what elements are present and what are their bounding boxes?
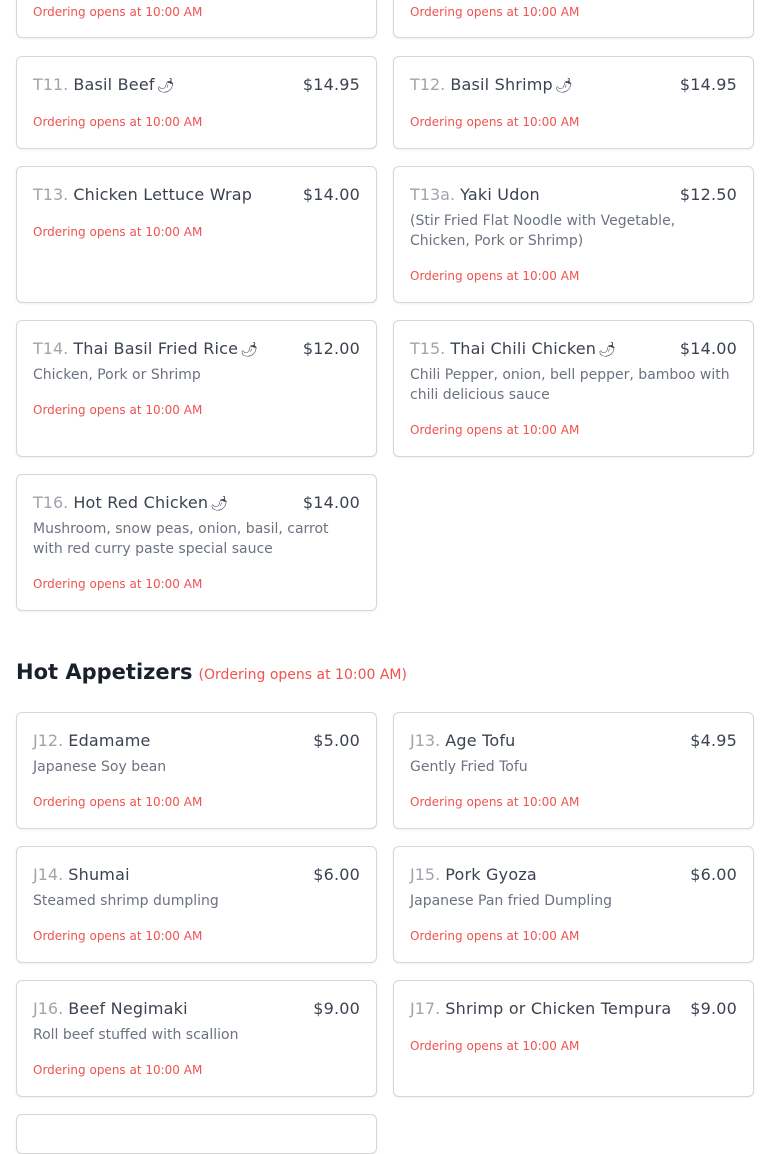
- item-price: $14.00: [679, 339, 737, 358]
- item-code: T13.: [33, 185, 69, 204]
- item-code: J15.: [410, 865, 441, 884]
- menu-item-card[interactable]: [393, 56, 754, 149]
- ordering-opens-note: Ordering opens at 10:00 AM: [410, 929, 580, 943]
- ordering-opens-note: Ordering opens at 10:00 AM: [33, 795, 203, 809]
- chili-pepper-icon: 🌶: [598, 342, 616, 358]
- item-price: $14.95: [679, 75, 737, 94]
- menu-item-card[interactable]: [393, 712, 754, 829]
- item-code: J13.: [410, 731, 441, 750]
- menu-item-header: [33, 185, 360, 205]
- item-description: Gently Fried Tofu: [410, 759, 528, 775]
- menu-item-card[interactable]: [393, 0, 754, 38]
- item-name: Shrimp or Chicken Tempura: [445, 999, 672, 1018]
- item-price: $14.00: [302, 493, 360, 512]
- item-description: Chili Pepper, onion, bell pepper, bamboo with chili delicious sauce: [410, 367, 730, 403]
- chili-pepper-icon: 🌶: [240, 342, 258, 358]
- ordering-opens-note: Ordering opens at 10:00 AM: [33, 929, 203, 943]
- menu-item-card[interactable]: [393, 166, 754, 303]
- menu-item-card[interactable]: [16, 1114, 377, 1154]
- menu-item-card[interactable]: [16, 0, 377, 38]
- item-price: $4.95: [690, 731, 737, 750]
- item-name: Basil Shrimp: [450, 75, 553, 94]
- item-price: $9.00: [690, 999, 737, 1018]
- ordering-opens-note: Ordering opens at 10:00 AM: [33, 225, 203, 239]
- ordering-opens-note: Ordering opens at 10:00 AM: [33, 403, 203, 417]
- section-ordering-note: (Ordering opens at 10:00 AM): [198, 667, 407, 683]
- item-name: Chicken Lettuce Wrap: [73, 185, 253, 204]
- ordering-opens-note: Ordering opens at 10:00 AM: [33, 115, 203, 129]
- item-price: $12.50: [679, 185, 737, 204]
- item-description: (Stir Fried Flat Noodle with Vegetable, Chicken, Pork or Shrimp): [410, 213, 676, 249]
- menu-item-card[interactable]: [16, 980, 377, 1097]
- item-description: Japanese Soy bean: [33, 759, 167, 775]
- chili-pepper-icon: 🌶: [156, 78, 175, 94]
- menu-item-card[interactable]: [393, 320, 754, 457]
- menu-item-header: [410, 339, 737, 360]
- menu-item-header: [410, 999, 737, 1019]
- menu-item-card[interactable]: [16, 166, 377, 303]
- menu-item-header: [33, 493, 360, 514]
- item-name: Edamame: [68, 731, 151, 750]
- chili-pepper-icon: 🌶: [554, 78, 573, 94]
- item-description: Mushroom, snow peas, onion, basil, carrot with red curry paste special sauce: [33, 521, 329, 557]
- menu-item-card[interactable]: [393, 846, 754, 963]
- item-price: $6.00: [313, 865, 360, 884]
- ordering-opens-note: Ordering opens at 10:00 AM: [410, 269, 580, 283]
- item-name: Thai Basil Fried Rice: [73, 339, 239, 358]
- item-price: $12.00: [302, 339, 360, 358]
- item-code: J12.: [33, 731, 64, 750]
- menu-item-header: [410, 75, 737, 96]
- menu-item-header: [33, 75, 360, 96]
- item-name: Thai Chili Chicken: [450, 339, 597, 358]
- menu-item-header: [33, 731, 360, 751]
- menu-item-header: [33, 339, 360, 360]
- menu-item-header: [410, 731, 737, 751]
- item-code: J14.: [33, 865, 64, 884]
- item-code: T14.: [33, 339, 69, 358]
- item-description: Japanese Pan fried Dumpling: [410, 893, 612, 909]
- section-title: Hot Appetizers: [16, 660, 193, 684]
- item-name: Age Tofu: [445, 731, 516, 750]
- ordering-opens-note: Ordering opens at 10:00 AM: [33, 577, 203, 591]
- item-code: J16.: [33, 999, 64, 1018]
- item-price: $9.00: [313, 999, 360, 1018]
- menu-item-header: [410, 865, 737, 885]
- item-price: $14.00: [302, 185, 360, 204]
- item-price: $5.00: [313, 731, 360, 750]
- item-description: Chicken, Pork or Shrimp: [33, 367, 201, 383]
- menu-item-card[interactable]: [16, 320, 377, 457]
- chili-pepper-icon: 🌶: [210, 496, 228, 512]
- section-heading: [16, 660, 407, 684]
- item-code: J17.: [410, 999, 441, 1018]
- menu-item-card[interactable]: [16, 712, 377, 829]
- item-code: T13a.: [410, 185, 456, 204]
- item-code: T15.: [410, 339, 446, 358]
- menu-item-header: [33, 999, 360, 1019]
- ordering-opens-note: Ordering opens at 10:00 AM: [33, 5, 203, 19]
- item-name: Yaki Udon: [460, 185, 540, 204]
- item-price: $6.00: [690, 865, 737, 884]
- menu-item-card[interactable]: [16, 474, 377, 611]
- item-code: T11.: [33, 75, 69, 94]
- item-price: $14.95: [302, 75, 360, 94]
- item-name: Shumai: [68, 865, 130, 884]
- ordering-opens-note: Ordering opens at 10:00 AM: [410, 423, 580, 437]
- menu-item-card[interactable]: [16, 56, 377, 149]
- item-code: T16.: [33, 493, 69, 512]
- item-code: T12.: [410, 75, 446, 94]
- ordering-opens-note: Ordering opens at 10:00 AM: [410, 1039, 580, 1053]
- ordering-opens-note: Ordering opens at 10:00 AM: [410, 5, 580, 19]
- menu-item-header: [33, 865, 360, 885]
- ordering-opens-note: Ordering opens at 10:00 AM: [33, 1063, 203, 1077]
- item-name: Hot Red Chicken: [73, 493, 209, 512]
- item-name: Beef Negimaki: [68, 999, 188, 1018]
- item-description: Steamed shrimp dumpling: [33, 893, 219, 909]
- ordering-opens-note: Ordering opens at 10:00 AM: [410, 115, 580, 129]
- menu-item-card[interactable]: [393, 980, 754, 1097]
- menu-item-header: [410, 185, 737, 205]
- item-name: Pork Gyoza: [445, 865, 537, 884]
- item-description: Roll beef stuffed with scallion: [33, 1027, 239, 1043]
- menu-item-card[interactable]: [16, 846, 377, 963]
- item-name: Basil Beef: [73, 75, 155, 94]
- ordering-opens-note: Ordering opens at 10:00 AM: [410, 795, 580, 809]
